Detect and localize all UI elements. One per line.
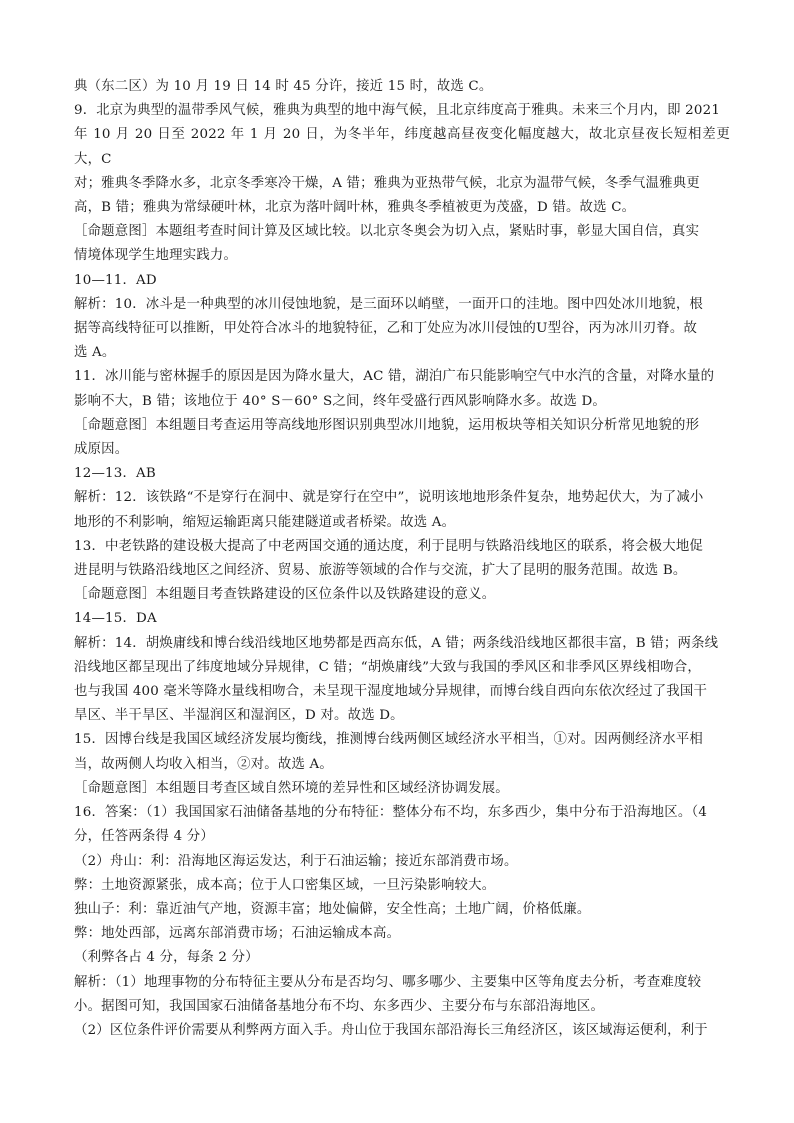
text-line: （利弊各占 4 分，每条 2 分）	[74, 950, 259, 966]
text-line: 解析：10．冰斗是一种典型的冰川侵蚀地貌，是三面环以峭壁，一面开口的洼地。图中四处冰川地貌，根	[74, 296, 704, 312]
text-line: 进昆明与铁路沿线地区之间经济、贸易、旅游等领域的合作与交流，扩大了昆明的服务范围。故选 B。	[74, 563, 687, 579]
text-line: 沿线地区都呈现出了纬度地域分异规律，C 错；“胡焕庸线”大致与我国的季风区和非季风区界线相吻合，	[74, 659, 701, 675]
text-line: 影响不大，B 错；该地位于 40° S－60° S之间，终年受盛行西风影响降水多。故选 D。	[74, 393, 606, 409]
text-line: ［命题意图］本组题目考查铁路建设的区位条件以及铁路建设的意义。	[74, 587, 496, 603]
text-line: 14—15．DA	[74, 611, 157, 627]
text-line: 当，故两侧人均收入相当，②对。故选 A。	[74, 756, 333, 772]
text-line: （2）区位条件评价需要从利弊两方面入手。舟山位于我国东部沿海长三角经济区，该区域海运便利，利于	[74, 1022, 708, 1038]
text-line: 旱区、半干旱区、半湿润区和湿润区，D 对。故选 D。	[74, 708, 404, 724]
text-line: 年 10 月 20 日至 2022 年 1 月 20 日，为冬半年，纬度越高昼夜变化幅度越大，故北京昼夜长短相差更大，C	[74, 127, 730, 167]
text-line: ［命题意图］本题组考查时间计算及区域比较。以北京冬奥会为切入点，紧贴时事，彰显大国自信，真实	[74, 224, 700, 240]
text-line: 弊：土地资源紧张，成本高；位于人口密集区域，一旦污染影响较大。	[74, 877, 496, 893]
text-line: 高，B 错；雅典为常绿硬叶林，北京为落叶阔叶林，雅典冬季植被更为茂盛，D 错。故选 C。	[74, 200, 636, 216]
text-line: 地形的不利影响，缩短运输距离只能建隧道或者桥梁。故选 A。	[74, 514, 456, 530]
text-line: 12—13．AB	[74, 466, 156, 482]
text-line: 对；雅典冬季降水多，北京冬季寒冷干燥，A 错；雅典为亚热带气候，北京为温带气候，冬季气温雅典更	[74, 175, 700, 191]
text-line: 解析：12．该铁路“不是穿行在洞中、就是穿行在空中”，说明该地地形条件复杂，地势起伏大，为了减小	[74, 490, 704, 506]
text-line: 10—11．AD	[74, 272, 157, 288]
text-line: 独山子：利：靠近油气产地，资源丰富；地处偏僻，安全性高；土地广阔，价格低廉。	[74, 901, 591, 917]
text-line: 解析：14．胡焕庸线和博台线沿线地区地势都是西高东低，A 错；两条线沿线地区都很丰富，B 错；两条线	[74, 635, 719, 651]
document-body	[74, 75, 730, 1043]
text-line: 据等高线特征可以推断，甲处符合冰斗的地貌特征，乙和丁处应为冰川侵蚀的U型谷，丙为冰川刃脊。故	[74, 321, 698, 337]
text-line: 典（东二区）为 10 月 19 日 14 时 45 分许，接近 15 时，故选 C。	[74, 79, 493, 94]
text-line: 15．因博台线是我国区域经济发展均衡线，推测博台线两侧区域经济水平相当，①对。因两侧经济水平相	[74, 732, 704, 748]
text-line: 选 A。	[74, 345, 116, 361]
text-line: （2）舟山：利：沿海地区海运发达，利于石油运输；接近东部消费市场。	[74, 853, 518, 869]
text-line: 16．答案：（1）我国国家石油储备基地的分布特征：整体分布不均，东多西少，集中分布于沿海地区。（4	[74, 805, 708, 821]
text-line: 13．中老铁路的建设极大提高了中老两国交通的通达度，利于昆明与铁路沿线地区的联系，将会极大地促	[74, 538, 704, 554]
text-line: 小。据图可知，我国国家石油储备基地分布不均、东多西少、主要分布与东部沿海地区。	[74, 998, 605, 1014]
text-line: 9．北京为典型的温带季风气候，雅典为典型的地中海气候，且北京纬度高于雅典。未来三个月内，即 2021	[74, 103, 721, 119]
text-line: 分，任答两条得 4 分）	[74, 829, 214, 845]
text-line: 成原因。	[74, 442, 129, 458]
text-line: 弊：地处西部，远离东部消费市场；石油运输成本高。	[74, 926, 401, 942]
text-line: ［命题意图］本组题目考查运用等高线地形图识别典型冰川地貌，运用板块等相关知识分析常见地貌的形	[74, 417, 700, 433]
text-line: 11．冰川能与密林握手的原因是因为降水量大，AC 错，湖泊广布只能影响空气中水汽的含量，对降水量的	[74, 369, 715, 385]
text-line: ［命题意图］本组题目考查区域自然环境的差异性和区域经济协调发展。	[74, 780, 509, 796]
text-line: 解析：（1）地理事物的分布特征主要从分布是否均匀、哪多哪少、主要集中区等角度去分析，考查难度较	[74, 974, 702, 990]
text-line: 情境体现学生地理实践力。	[74, 248, 238, 264]
text-line: 也与我国 400 毫米等降水量线相吻合，未呈现干湿度地域分异规律，而博台线自西向东依次经过了我国干	[74, 684, 708, 700]
